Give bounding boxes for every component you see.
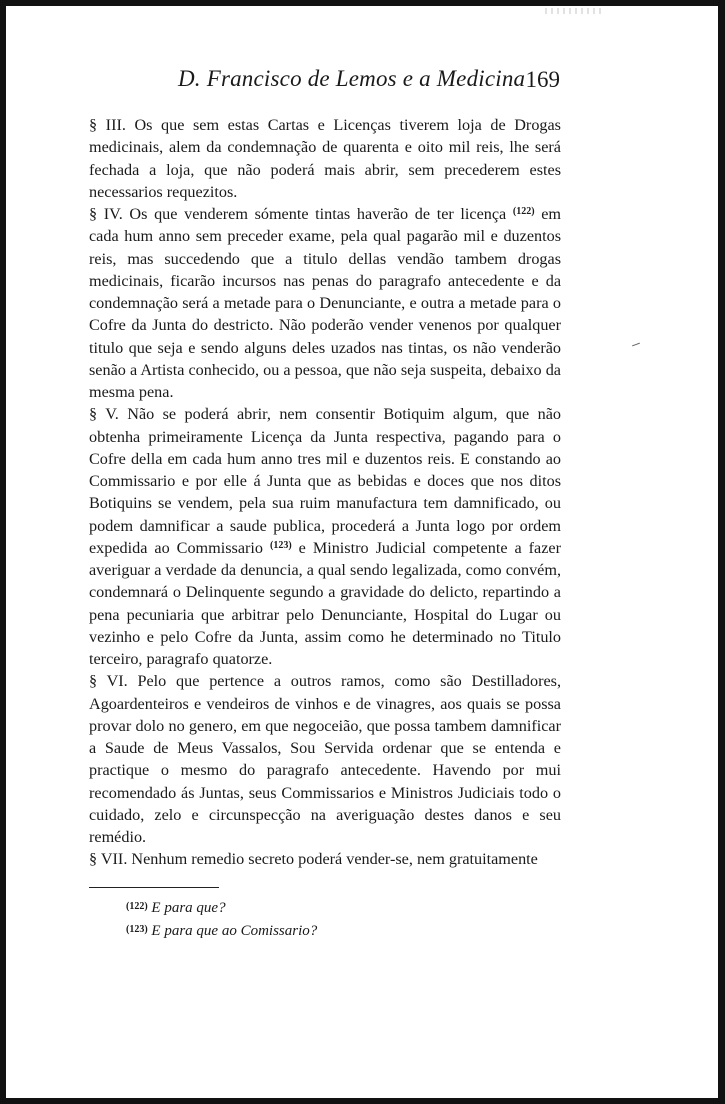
paragraph-text: § V. Não se poderá abrir, nem consentir Botiquim algum, que não obtenha primeiramente Licença da Junta respectiva, pagando para o Cofre della em cada hum anno tres mil e duzentos reis. E constando ao Commissario e por elle á Junta que as bebidas e doces que nos ditos Botiquins se vendem, pela sua ruim manufactura tem damnificado, ou podem damnificar a saude publica, procederá a Junta logo por ordem expedida ao Commissario <box>89 405 561 557</box>
footnote-123 <box>126 919 526 942</box>
paragraph-text: § VI. Pelo que pertence a outros ramos, como são Destilladores, Agoardenteiros e vendeiros de vinhos e de vinagres, aos quais se possa provar dolo no genero, em que negoceião, que possa tambem damnificar a Saude de Meus Vassalos, Sou Servida ordenar que se entenda e practique o mesmo do paragrafo antecedente. Havendo por mui recomendado ás Juntas, seus Commissarios e Ministros Judiciais todo o cuidado, zelo e circunspecção na averiguação destes danos e seu remédio. <box>89 672 561 846</box>
paragraph-text: e Ministro Judicial competente a fazer averiguar a verdade da denuncia, a qual sendo legalizada, como convém, condemnará o Delinquente segundo a gravidade do delicto, repartindo a pena pecuniaria que arbitrar pelo Denunciante, Hospital do Lugar ou vezinho e pelo Cofre da Junta, assim como he determinado no Titulo terceiro, paragrafo quatorze. <box>89 538 561 668</box>
paragraph-text: § III. Os que sem estas Cartas e Licenças tiverem loja de Drogas medicinais, alem da condemnação de quarenta e oito mil reis, lhe será fechada a loja, que não poderá mais abrir, sem precederem estes necessarios requezitos. <box>89 116 561 201</box>
scan-border-right <box>718 0 725 1104</box>
paragraph-text: § VII. Nenhum remedio secreto poderá vender-se, nem gratuitamente <box>89 850 538 869</box>
paragraph-7 <box>89 848 561 870</box>
paragraph-text: § IV. Os que venderem sómente tintas haverão de ter licença <box>89 205 513 223</box>
footnote-number: (123) <box>126 924 148 935</box>
page-number: 169 <box>525 67 560 92</box>
paragraph-5 <box>89 403 561 670</box>
footnote-number: (122) <box>126 901 148 912</box>
scan-border-bottom <box>0 1098 725 1104</box>
scan-noise <box>545 8 605 14</box>
footnote-ref-123: (123) <box>270 539 292 551</box>
footnotes <box>126 896 526 942</box>
running-header <box>90 66 560 100</box>
body-text <box>89 114 561 871</box>
footnote-divider <box>89 887 219 888</box>
footnote-text: E para que ao Comissario? <box>151 923 318 939</box>
paragraph-3 <box>89 114 561 203</box>
scan-border-left <box>0 0 6 1104</box>
running-title: D. Francisco de Lemos e a Medicina <box>178 66 526 91</box>
paragraph-6 <box>89 670 561 848</box>
paragraph-text: em cada hum anno sem preceder exame, pela qual pagarão mil e duzentos reis, mas succedendo que a titulo dellas vendão tambem drogas medicinais, ficarão incursos nas penas do paragrafo antecedente e da condemnação será a metade para o Denunciante, e outra a metade para o Cofre da Junta do destricto. Não poderão vender venenos por qualquer titulo que seja e sendo alguns deles uzados nas tintas, os não venderão senão a Artista conhecido, ou a pessoa, que não seja suspeita, debaixo da mesma pena. <box>89 205 562 401</box>
scan-border-top <box>0 0 725 6</box>
paragraph-4 <box>89 203 561 403</box>
margin-mark <box>632 343 640 347</box>
footnote-ref-122: (122) <box>512 206 535 217</box>
footnote-text: E para que? <box>151 900 226 916</box>
footnote-122 <box>126 896 526 919</box>
